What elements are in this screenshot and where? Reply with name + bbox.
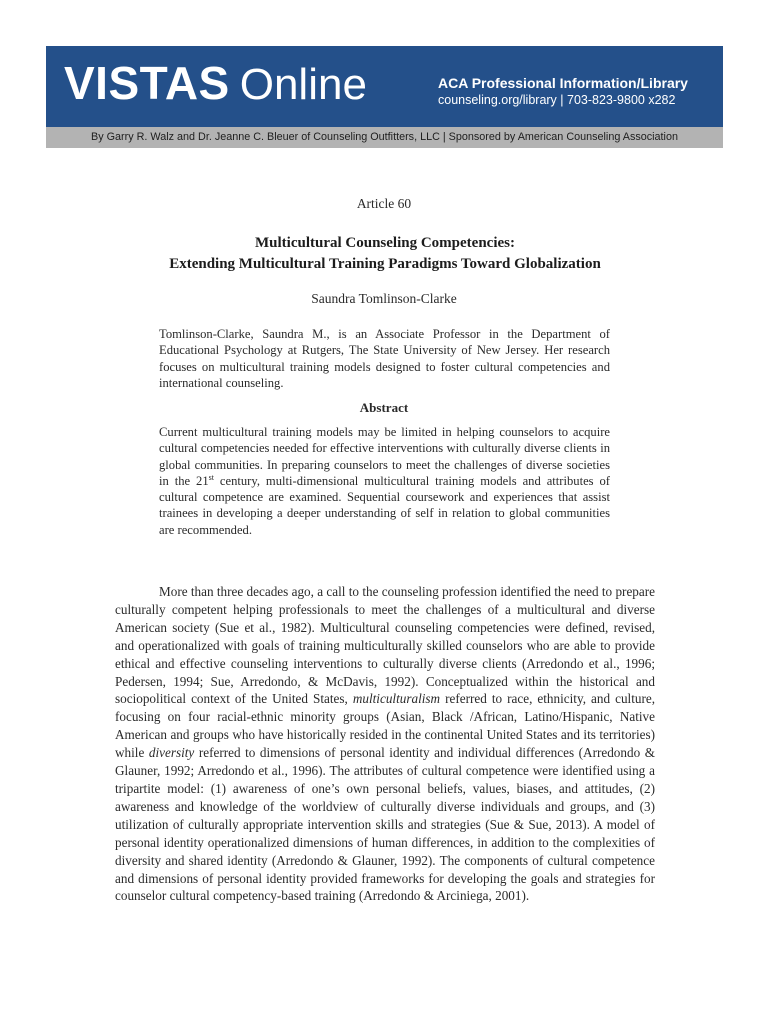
abstract-superscript: st — [208, 472, 214, 482]
abstract-text — [159, 424, 610, 538]
title-line-2: Extending Multicultural Training Paradigms Toward Globalization — [169, 256, 601, 272]
article-number: Article 60 — [356, 196, 412, 211]
library-contact: counseling.org/library | 703-823-9800 x282 — [438, 93, 676, 107]
body-text-part-3: referred to dimensions of personal identity and individual differences (Arredondo & Glauner, 1992; Arredondo et al., 1996). The attributes of cultural competence were identified using a tripartite model: (1) awareness of one’s own personal beliefs, values, biases, and attitudes, (2) awareness and knowledge of the worldview of culturally diverse individuals and groups, and (3) utilization of culturally appropriate intervention skills and strategies (Sue & Sue, 2013). A model of personal identity operationalized dimensions of human differences, in addition to the complexities of diversity and shared identity (Arredondo & Glauner, 1992). The components of cultural competence and dimensions of personal identity provided frameworks for developing the goals and strategies for counselor cultural competency-based training (Arredondo & Arciniega, 2001). — [115, 745, 655, 904]
vistas-online-logo — [64, 57, 367, 109]
body-emphasis-diversity: diversity — [148, 745, 195, 761]
body-text-part-1: More than three decades ago, a call to the counseling profession identified the need to prepare culturally competent helping professionals to meet the challenges of a multicultural and diverse American society (Sue et al., 1982). Multicultural counseling competencies were defined, revised, and operationalized with goals of training multiculturally skilled counselors who are able to provide ethical and effective counseling interventions to culturally diverse clients (Arredondo et al., 1996; Pedersen, 1994; Sue, Arredondo, & McDavis, 1992). Conceptualized within the historical and sociopolitical context of the United States, — [115, 584, 655, 707]
header-banner — [46, 46, 723, 127]
library-title: ACA Professional Information/Library — [438, 75, 688, 91]
byline-bar: By Garry R. Walz and Dr. Jeanne C. Bleuer of Counseling Outfitters, LLC | Sponsored by American Counseling Association — [46, 127, 723, 148]
article-title — [80, 233, 690, 275]
body-text-part-2: referred to race, ethnicity, and culture, focusing on four racial-ethnic minority groups (Asian, Black /African, Latino/Hispanic, Native American and groups who have historically resided in the continental United States and its territories) while — [115, 691, 656, 761]
body-emphasis-multiculturalism: multiculturalism — [352, 691, 441, 707]
library-info — [438, 74, 688, 108]
logo-text-light: Online — [239, 60, 367, 109]
abstract-text-part-2: century, multi-dimensional multicultural training models and attributes of cultural competence are examined. Sequential coursework and experiences that assist trainees in developing a deeper understanding of self in relation to global communities are recommended. — [159, 473, 610, 537]
abstract-text-part-1: Current multicultural training models may be limited in helping counselors to acquire cultural competencies needed for effective interventions with culturally diverse clients in global communities. In preparing counselors to meet the challenges of diverse societies in the 21 — [159, 425, 610, 488]
title-line-1: Multicultural Counseling Competencies: — [255, 235, 515, 251]
abstract-heading: Abstract — [359, 400, 409, 415]
author-name: Saundra Tomlinson-Clarke — [311, 291, 457, 306]
logo-text-bold: VISTAS — [64, 57, 230, 109]
author-bio: Tomlinson-Clarke, Saundra M., is an Associate Professor in the Department of Educational Psychology at Rutgers, The State University of New Jersey. Her research focuses on multicultural training models designed to foster cultural competencies and international counseling. — [159, 327, 610, 390]
body-paragraph — [115, 583, 655, 905]
